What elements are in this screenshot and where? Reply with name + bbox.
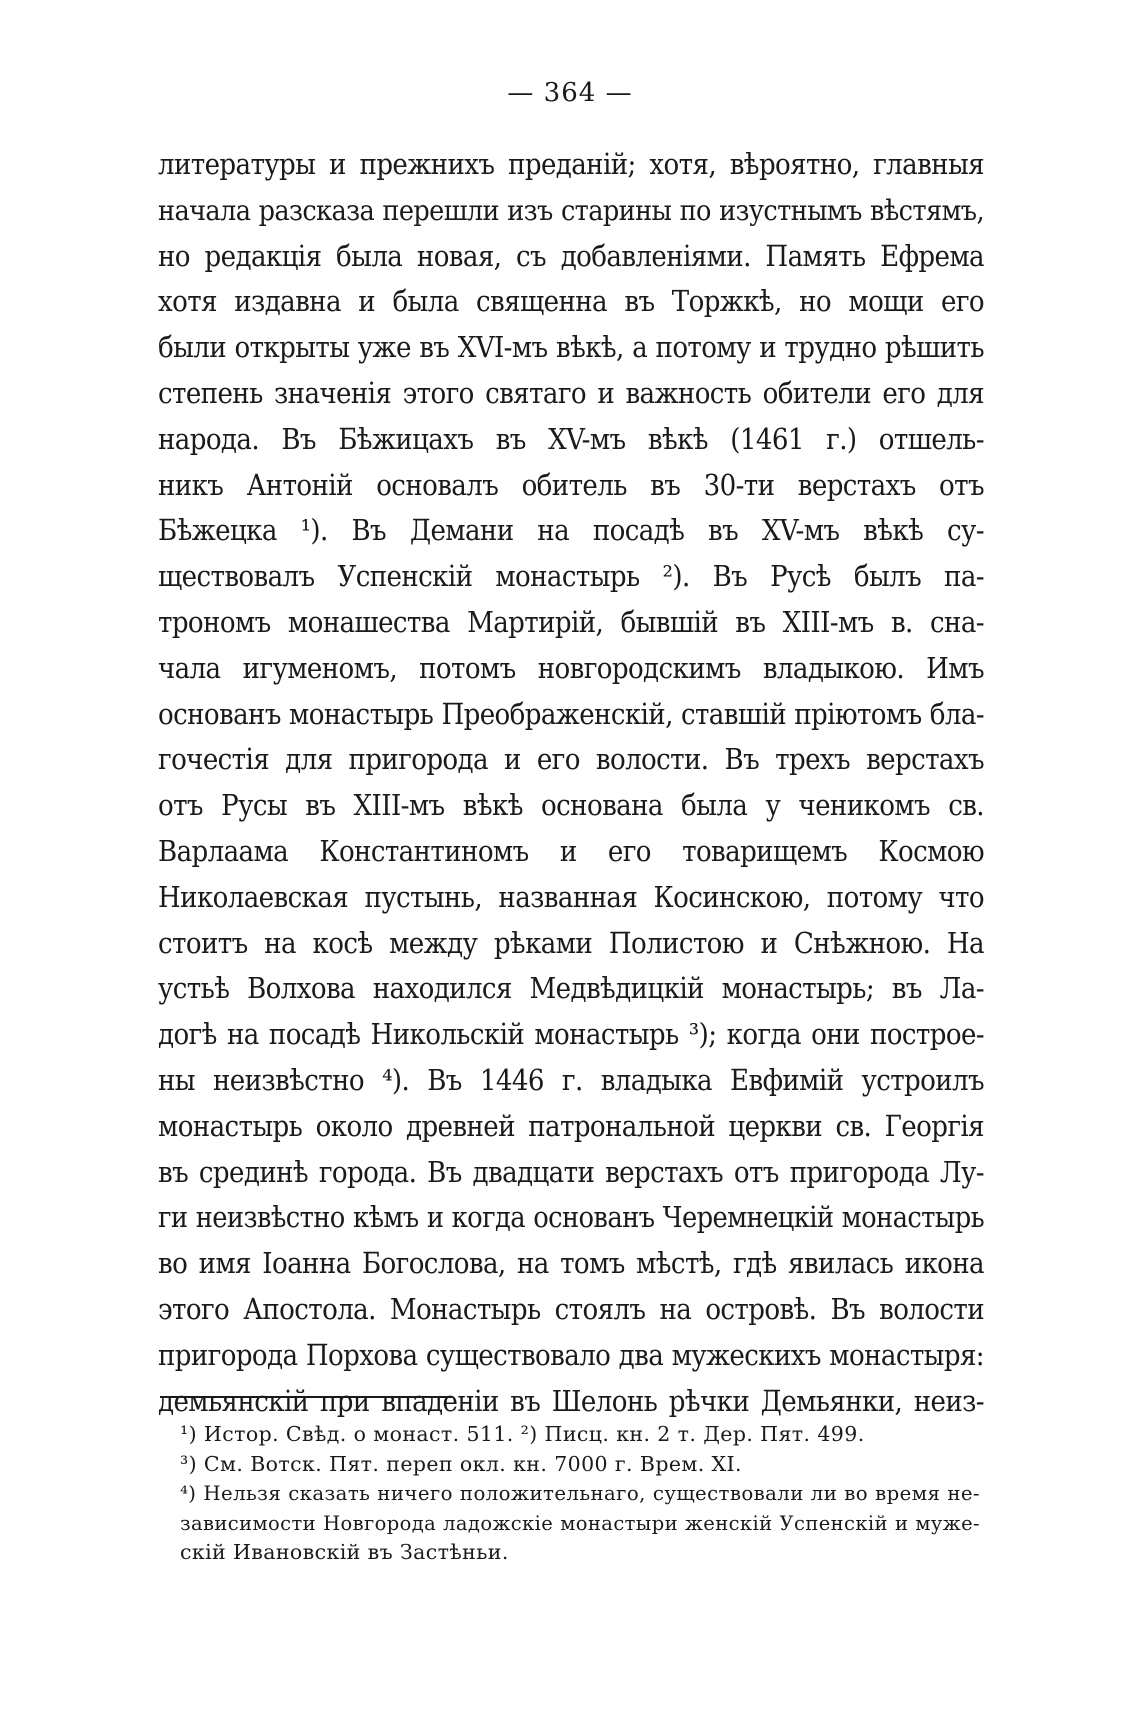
text-line: никъ Антоній основалъ обитель въ 30-ти верстахъ отъ (158, 467, 984, 502)
text-line: отъ Русы въ XIII-мъ вѣкѣ основана была у ченикомъ св. (158, 788, 984, 823)
text-line: чала игуменомъ, потомъ новгородскимъ владыкою. Имъ (158, 650, 984, 685)
text-line: основанъ монастырь Преображенскій, ставшій пріютомъ бла- (158, 696, 984, 731)
text-line: народа. Въ Бѣжицахъ въ XV-мъ вѣкѣ (1461 г.) отшель- (158, 421, 984, 456)
text-line: хотя издавна и была священна въ Торжкѣ, но мощи его (158, 284, 984, 319)
text-line: ги неизвѣстно кѣмъ и когда основанъ Черемнецкій монастырь (158, 1200, 984, 1235)
text-line: ны неизвѣстно ⁴). Въ 1446 г. владыка Евфимій устроилъ (158, 1062, 984, 1097)
text-line: были открыты уже въ XVI-мъ вѣкѣ, а потому и трудно рѣшить (158, 330, 984, 365)
footnote-line: ¹) Истор. Свѣд. о монаст. 511. ²) Писц. кн. 2 т. Дер. Пят. 499. (180, 1422, 865, 1446)
text-line: трономъ монашества Мартирій, бывшій въ XIII-мъ в. сна- (158, 604, 984, 639)
text-line: литературы и прежнихъ преданій; хотя, вѣроятно, главныя (158, 147, 984, 181)
text-line: демьянскій при впаденіи въ Шелонь рѣчки Демьянки, неиз- (158, 1383, 984, 1418)
footnote-line: ³) См. Вотск. Пят. переп окл. кн. 7000 г. Врем. XI. (180, 1451, 742, 1476)
text-line: устьѣ Волхова находился Медвѣдицкій монастырь; въ Ла- (158, 971, 984, 1006)
text-line: степень значенія этого святаго и важность обители его для (158, 375, 984, 410)
text-line: Николаевская пустынь, названная Косинскою, потому что (158, 879, 984, 914)
footnote-line: скій Ивановскій въ Застѣньи. (180, 1540, 509, 1564)
text-line: гочестія для пригорода и его волости. Въ трехъ верстахъ (158, 742, 984, 777)
footnote-line: ⁴) Нельзя сказать ничего положительнаго, существовали ли во время не- (180, 1482, 980, 1505)
text-line: пригорода Порхова существовало два мужескихъ монастыря: (158, 1337, 984, 1372)
text-line: во имя Іоанна Богослова, на томъ мѣстѣ, гдѣ явилась икона (158, 1246, 984, 1281)
text-line: начала разсказа перешли изъ старины по изустнымъ вѣстямъ, (158, 193, 984, 227)
footnote-line: зависимости Новгорода ладожскіе монастыри женскій Успенскій и муже- (180, 1511, 980, 1535)
page-number: — 364 — (507, 78, 633, 108)
text-line: стоитъ на косѣ между рѣками Полистою и Снѣжною. На (158, 925, 984, 960)
footnote-divider (160, 1396, 452, 1398)
footnotes (180, 1420, 980, 1568)
text-line: Бѣжецка ¹). Въ Демани на посадѣ въ XV-мъ вѣкѣ су- (158, 513, 984, 548)
text-line: ществовалъ Успенскій монастырь ²). Въ Русѣ былъ па- (158, 559, 984, 594)
text-line: Варлаама Константиномъ и его товарищемъ Космою (158, 833, 984, 868)
text-line: монастырь около древней патрональной церкви св. Георгія (158, 1108, 984, 1143)
text-line: въ срединѣ города. Въ двадцати верстахъ отъ пригорода Лу- (158, 1154, 984, 1189)
text-line: но редакція была новая, съ добавленіями. Память Ефрема (158, 238, 984, 273)
text-line: догѣ на посадѣ Никольскій монастырь ³); когда они построе- (158, 1017, 984, 1052)
main-text (158, 142, 984, 1424)
text-line: этого Апостола. Монастырь стоялъ на островѣ. Въ волости (158, 1291, 984, 1326)
